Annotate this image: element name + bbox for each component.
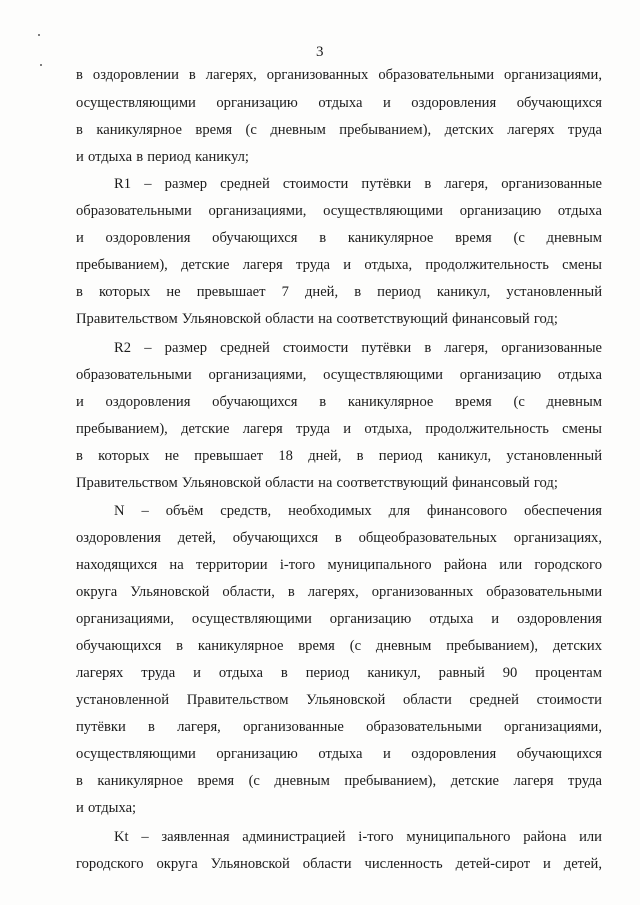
text-line: осуществляющими организацию отдыха и оздоровления обучающихся bbox=[76, 95, 602, 111]
text-line: обучающихся в каникулярное время (с дневным пребыванием), детских bbox=[76, 638, 602, 654]
text-line: и отдыха; bbox=[76, 800, 137, 816]
text-line: образовательными организациями, осуществляющими организацию отдыха bbox=[76, 367, 602, 383]
text-line: лагерях труда и отдыха в период каникул, равный 90 процентам bbox=[76, 665, 602, 681]
text-line: установленной Правительством Ульяновской области средней стоимости bbox=[76, 692, 602, 708]
text-line: пребыванием), детские лагеря труда и отдыха, продолжительность смены bbox=[76, 421, 602, 437]
text-line: Правительством Ульяновской области на соответствующий финансовый год; bbox=[76, 311, 558, 327]
text-line: городского округа Ульяновской области численность детей-сирот и детей, bbox=[76, 856, 602, 872]
text-line: осуществляющими организацию отдыха и оздоровления обучающихся bbox=[76, 746, 602, 762]
text-line: и оздоровления обучающихся в каникулярное время (с дневным bbox=[76, 394, 602, 410]
text-line: в каникулярное время (с дневным пребыванием), детских лагерях труда bbox=[76, 122, 602, 138]
text-line: N – объём средств, необходимых для финансового обеспечения bbox=[114, 503, 602, 519]
text-line: и оздоровления обучающихся в каникулярное время (с дневным bbox=[76, 230, 602, 246]
page-number: 3 bbox=[316, 44, 324, 60]
text-line: в которых не превышает 7 дней, в период каникул, установленный bbox=[76, 284, 602, 300]
text-line: образовательными организациями, осуществляющими организацию отдыха bbox=[76, 203, 602, 219]
scan-speck bbox=[38, 34, 40, 36]
text-line: в которых не превышает 18 дней, в период каникул, установленный bbox=[76, 448, 602, 464]
text-line: организациями, осуществляющими организацию отдыха и оздоровления bbox=[76, 611, 602, 627]
text-line: Kt – заявленная администрацией i-того муниципального района или bbox=[114, 829, 602, 845]
text-line: R1 – размер средней стоимости путёвки в лагеря, организованные bbox=[114, 176, 602, 192]
text-line: округа Ульяновской области, в лагерях, организованных образовательными bbox=[76, 584, 602, 600]
text-line: в каникулярное время (с дневным пребыванием), детские лагеря труда bbox=[76, 773, 602, 789]
text-line: Правительством Ульяновской области на соответствующий финансовый год; bbox=[76, 475, 558, 491]
text-line: R2 – размер средней стоимости путёвки в лагеря, организованные bbox=[114, 340, 602, 356]
text-line: находящихся на территории i-того муниципального района или городского bbox=[76, 557, 602, 573]
text-line: в оздоровлении в лагерях, организованных образовательными организациями, bbox=[76, 67, 602, 83]
text-line: и отдыха в период каникул; bbox=[76, 149, 249, 165]
scan-speck bbox=[40, 64, 42, 66]
text-line: оздоровления детей, обучающихся в общеобразовательных организациях, bbox=[76, 530, 602, 546]
text-line: путёвки в лагеря, организованные образовательными организациями, bbox=[76, 719, 602, 735]
text-line: пребыванием), детские лагеря труда и отдыха, продолжительность смены bbox=[76, 257, 602, 273]
